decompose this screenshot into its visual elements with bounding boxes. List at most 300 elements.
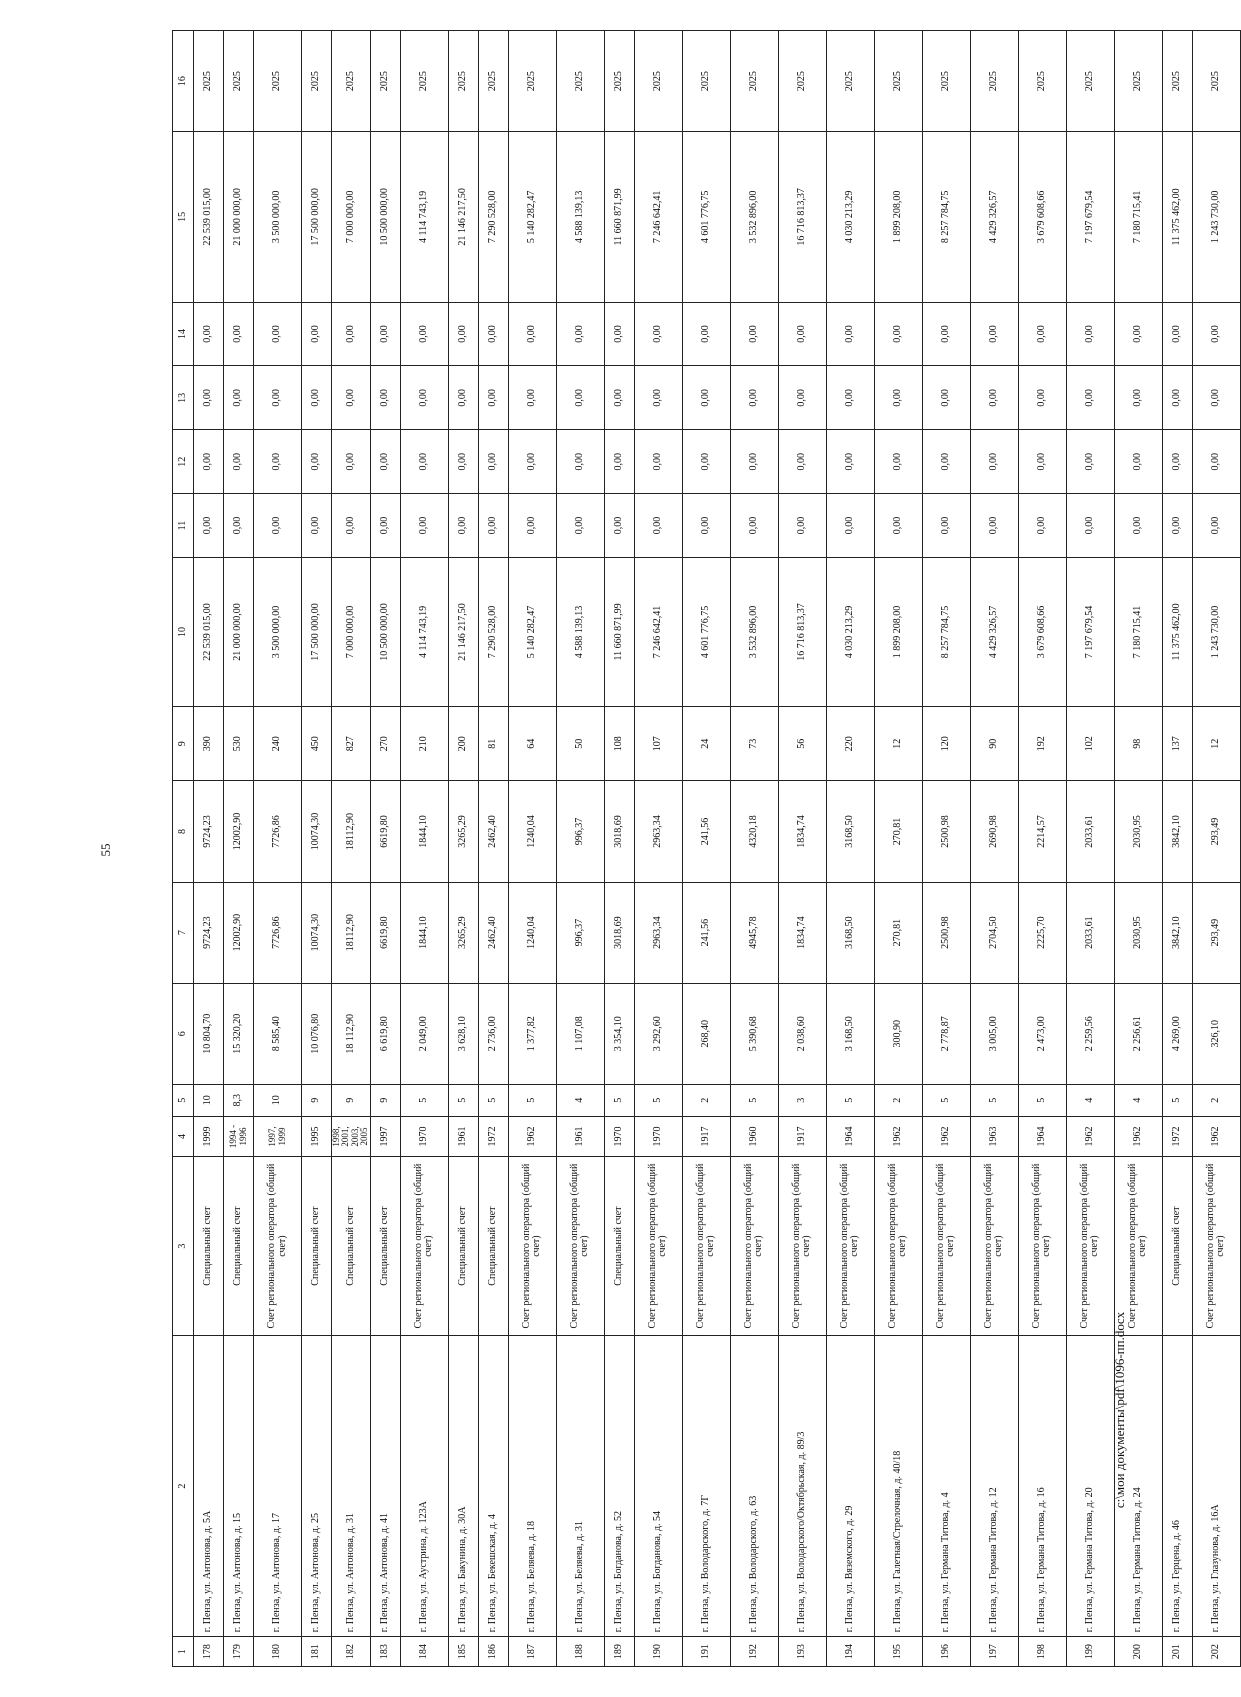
table-cell: 2025 (1192, 31, 1240, 132)
table-cell: 5 (478, 1084, 508, 1116)
table-cell: 22 539 015,00 (194, 132, 224, 302)
table-cell: 2030,95 (1114, 882, 1162, 983)
table-cell: г. Пенза, ул. Богданова, д. 52 (604, 1335, 634, 1636)
table-cell: 10 500 000,00 (370, 132, 400, 302)
table-cell: 4 030 213,29 (826, 557, 874, 706)
table-cell: 827 (332, 706, 371, 781)
table-cell: 0,00 (634, 494, 682, 558)
table-cell: 0,00 (508, 302, 556, 366)
table-cell: 0,00 (730, 302, 778, 366)
table-cell: 0,00 (604, 430, 634, 494)
table-cell: 0,00 (224, 430, 254, 494)
table-cell: 2462,40 (478, 781, 508, 882)
table-cell: 3842,10 (1162, 781, 1192, 882)
column-number-header: 10 (173, 557, 194, 706)
table-row (224, 31, 254, 1667)
table-cell: 2025 (682, 31, 730, 132)
table-cell: 1962 (1114, 1116, 1162, 1156)
table-cell: 2030,95 (1114, 781, 1162, 882)
table-cell: г. Пенза, ул. Галетная/Стрелочная, д. 40/18 (874, 1335, 922, 1636)
table-cell: г. Пенза, ул. Германа Титова, д. 4 (922, 1335, 970, 1636)
table-cell: Счет регионального оператора (общий счет) (970, 1157, 1018, 1336)
table-cell: 3 005,00 (970, 983, 1018, 1084)
table-cell: 7 246 642,41 (634, 557, 682, 706)
table-cell: 0,00 (778, 302, 826, 366)
table-cell: 270 (370, 706, 400, 781)
column-number-header: 11 (173, 494, 194, 558)
table-cell: 0,00 (400, 430, 448, 494)
table-row (448, 31, 478, 1667)
table-cell: 268,40 (682, 983, 730, 1084)
table-cell: 0,00 (1162, 366, 1192, 430)
table-cell: 2 473,00 (1018, 983, 1066, 1084)
table-cell: 2 (682, 1084, 730, 1116)
column-number-header: 3 (173, 1157, 194, 1336)
table-cell: 178 (194, 1637, 224, 1667)
table-cell: 0,00 (1066, 302, 1114, 366)
table-cell: 2025 (1018, 31, 1066, 132)
table-cell: 1962 (874, 1116, 922, 1156)
table-cell: 0,00 (778, 494, 826, 558)
table-cell: 1962 (1192, 1116, 1240, 1156)
column-number-header: 12 (173, 430, 194, 494)
table-cell: 0,00 (302, 302, 332, 366)
table-cell: г. Пенза, ул. Бекешская, д. 4 (478, 1335, 508, 1636)
footer-file-path (1110, 1200, 1130, 1620)
table-cell: 9724,23 (194, 781, 224, 882)
table-cell: 2025 (478, 31, 508, 132)
table-cell: 241,56 (682, 781, 730, 882)
column-number-header: 7 (173, 882, 194, 983)
table-cell: 2500,98 (922, 882, 970, 983)
table-cell: 9 (332, 1084, 371, 1116)
table-cell: 0,00 (1018, 494, 1066, 558)
table-cell: 0,00 (254, 366, 302, 430)
table-cell: 0,00 (1018, 430, 1066, 494)
table-cell: Специальный счет (448, 1157, 478, 1336)
table-cell: 5 390,68 (730, 983, 778, 1084)
table-cell: Счет регионального оператора (общий счет) (730, 1157, 778, 1336)
table-cell: 2025 (634, 31, 682, 132)
table-cell: 2025 (1066, 31, 1114, 132)
table-cell: 5 (634, 1084, 682, 1116)
table-cell: Специальный счет (604, 1157, 634, 1336)
table-cell: г. Пенза, ул. Богданова, д. 54 (634, 1335, 682, 1636)
table-cell: 0,00 (302, 366, 332, 430)
table-cell: 7 000 000,00 (332, 557, 371, 706)
table-cell: 187 (508, 1637, 556, 1667)
table-cell: 7726,86 (254, 781, 302, 882)
table-cell: 0,00 (302, 494, 332, 558)
table-cell: 2025 (1162, 31, 1192, 132)
table-cell: 3 500 000,00 (254, 132, 302, 302)
table-cell: 1964 (1018, 1116, 1066, 1156)
table-cell: 390 (194, 706, 224, 781)
table-cell: 15 320,20 (224, 983, 254, 1084)
table-cell: 1240,04 (508, 882, 556, 983)
table-cell: 2025 (400, 31, 448, 132)
table-cell: 0,00 (922, 366, 970, 430)
table-cell: 7 197 679,54 (1066, 132, 1114, 302)
table-cell: 0,00 (478, 366, 508, 430)
table-cell: 5 (400, 1084, 448, 1116)
table-cell: 201 (1162, 1637, 1192, 1667)
table-cell: 1994 - 1996 (224, 1116, 254, 1156)
table-cell: 183 (370, 1637, 400, 1667)
table-cell: 0,00 (682, 430, 730, 494)
table-row (302, 31, 332, 1667)
table-cell: 293,49 (1192, 781, 1240, 882)
table-cell: 2025 (448, 31, 478, 132)
table-cell: 4 429 326,57 (970, 132, 1018, 302)
table-cell: г. Пенза, ул. Володарского/Октябрьская, д. 89/3 (778, 1335, 826, 1636)
table-cell: 50 (556, 706, 604, 781)
table-cell: 2033,61 (1066, 882, 1114, 983)
table-cell: 0,00 (874, 430, 922, 494)
table-cell: 1962 (922, 1116, 970, 1156)
table-cell: 0,00 (778, 366, 826, 430)
table-cell: 0,00 (1162, 494, 1192, 558)
table-cell: 6619,80 (370, 781, 400, 882)
table-cell: 220 (826, 706, 874, 781)
table-cell: г. Пенза, ул. Вяземского, д. 29 (826, 1335, 874, 1636)
table-cell: 4 588 139,13 (556, 132, 604, 302)
table-cell: г. Пенза, ул. Володарского, д. 63 (730, 1335, 778, 1636)
table-cell: 2963,34 (634, 882, 682, 983)
table-cell: 3018,69 (604, 781, 634, 882)
table-cell: 0,00 (634, 430, 682, 494)
table-row (254, 31, 302, 1667)
table-cell: 188 (556, 1637, 604, 1667)
table-cell: 0,00 (682, 302, 730, 366)
table-cell: 293,49 (1192, 882, 1240, 983)
table-cell: 4 269,00 (1162, 983, 1192, 1084)
table-cell: 0,00 (224, 366, 254, 430)
table-row (604, 31, 634, 1667)
table-cell: 8 257 784,75 (922, 132, 970, 302)
repair-program-table (172, 30, 1241, 1667)
table-cell: 0,00 (332, 494, 371, 558)
table-cell: 0,00 (1192, 366, 1240, 430)
table-cell: 98 (1114, 706, 1162, 781)
table-cell: 2 259,56 (1066, 983, 1114, 1084)
table-cell: г. Пенза, ул. Герцена, д. 46 (1162, 1335, 1192, 1636)
table-cell: 0,00 (730, 366, 778, 430)
table-cell: г. Пенза, ул. Беляева, д. 31 (556, 1335, 604, 1636)
table-cell: 0,00 (730, 430, 778, 494)
table-cell: 10 500 000,00 (370, 557, 400, 706)
table-row (194, 31, 224, 1667)
table-cell: 200 (448, 706, 478, 781)
table-row (508, 31, 556, 1667)
table-cell: 2 736,00 (478, 983, 508, 1084)
table-cell: 181 (302, 1637, 332, 1667)
table-cell: 1 899 208,00 (874, 132, 922, 302)
table-cell: 2225,70 (1018, 882, 1066, 983)
table-cell: 0,00 (604, 366, 634, 430)
table-cell: 11 660 871,99 (604, 132, 634, 302)
table-cell: 4945,78 (730, 882, 778, 983)
table-cell: 3265,29 (448, 781, 478, 882)
table-cell: 2963,34 (634, 781, 682, 882)
table-cell: 12002,90 (224, 882, 254, 983)
table-cell: 199 (1066, 1637, 1114, 1667)
table-cell: 0,00 (970, 366, 1018, 430)
table-row (556, 31, 604, 1667)
table-cell: 0,00 (1162, 302, 1192, 366)
table-cell: 1998, 2001, 2003, 2005 (332, 1116, 371, 1156)
table-cell: 2025 (224, 31, 254, 132)
table-cell: 4 114 743,19 (400, 557, 448, 706)
table-cell: Счет регионального оператора (общий счет) (1192, 1157, 1240, 1336)
table-cell: 193 (778, 1637, 826, 1667)
table-cell: 210 (400, 706, 448, 781)
table-cell: 1240,04 (508, 781, 556, 882)
table-cell: г. Пенза, ул. Антонова, д. 5А (194, 1335, 224, 1636)
table-cell: 0,00 (682, 494, 730, 558)
table-cell: 4 588 139,13 (556, 557, 604, 706)
table-cell: г. Пенза, ул. Беляева, д. 18 (508, 1335, 556, 1636)
table-cell: 0,00 (370, 494, 400, 558)
table-cell: 195 (874, 1637, 922, 1667)
table-cell: 0,00 (448, 302, 478, 366)
table-cell: 4 114 743,19 (400, 132, 448, 302)
table-cell: Специальный счет (1162, 1157, 1192, 1336)
table-cell: 180 (254, 1637, 302, 1667)
table-cell: 3 168,50 (826, 983, 874, 1084)
table-cell: 0,00 (508, 430, 556, 494)
table-cell: 2025 (826, 31, 874, 132)
table-cell: 0,00 (254, 430, 302, 494)
table-cell: Счет регионального оператора (общий счет) (778, 1157, 826, 1336)
table-cell: г. Пенза, ул. Германа Титова, д. 16 (1018, 1335, 1066, 1636)
table-cell: 10074,30 (302, 781, 332, 882)
table-cell: 0,00 (332, 430, 371, 494)
table-cell: 2690,98 (970, 781, 1018, 882)
table-cell: 10 076,80 (302, 983, 332, 1084)
table-cell: 0,00 (556, 302, 604, 366)
table-cell: 2025 (194, 31, 224, 132)
table-cell: 3 628,10 (448, 983, 478, 1084)
table-cell: 2025 (508, 31, 556, 132)
table-cell: 1 899 208,00 (874, 557, 922, 706)
table-cell: 1999 (194, 1116, 224, 1156)
table-cell: Специальный счет (224, 1157, 254, 1336)
table-cell: 4 (556, 1084, 604, 1116)
table-row (826, 31, 874, 1667)
table-cell: Специальный счет (302, 1157, 332, 1336)
table-cell: Счет регионального оператора (общий счет) (1114, 1157, 1162, 1336)
table-cell: 450 (302, 706, 332, 781)
table-cell: 17 500 000,00 (302, 132, 332, 302)
table-cell: 0,00 (634, 302, 682, 366)
table-cell: 0,00 (508, 366, 556, 430)
table-cell: 194 (826, 1637, 874, 1667)
table-cell: 16 716 813,37 (778, 557, 826, 706)
table-cell: 90 (970, 706, 1018, 781)
table-cell: 1997 (370, 1116, 400, 1156)
table-cell: 4 (1114, 1084, 1162, 1116)
table-cell: 2 038,60 (778, 983, 826, 1084)
table-cell: г. Пенза, ул. Глазунова, д. 16А (1192, 1335, 1240, 1636)
table-cell: 2025 (254, 31, 302, 132)
table-cell: Специальный счет (370, 1157, 400, 1336)
table-cell: 0,00 (730, 494, 778, 558)
table-cell: 2 (874, 1084, 922, 1116)
table-cell: 4320,18 (730, 781, 778, 882)
table-cell: Счет регионального оператора (общий счет) (1018, 1157, 1066, 1336)
table-cell: 0,00 (1114, 366, 1162, 430)
table-cell: 191 (682, 1637, 730, 1667)
table-cell: 7 000 000,00 (332, 132, 371, 302)
table-cell: 2462,40 (478, 882, 508, 983)
table-cell: 3 354,10 (604, 983, 634, 1084)
table-cell: 0,00 (332, 302, 371, 366)
table-cell: 0,00 (370, 302, 400, 366)
table-cell: Счет регионального оператора (общий счет) (254, 1157, 302, 1336)
table-cell: 0,00 (874, 494, 922, 558)
table-cell: 300,90 (874, 983, 922, 1084)
table-cell: 3018,69 (604, 882, 634, 983)
table-cell: 1 377,82 (508, 983, 556, 1084)
table-cell: 0,00 (448, 430, 478, 494)
table-cell: 0,00 (370, 430, 400, 494)
table-cell: г. Пенза, ул. Аустрина, д. 123А (400, 1335, 448, 1636)
table-cell: 0,00 (1018, 366, 1066, 430)
table-cell: 3265,29 (448, 882, 478, 983)
table-cell: 2025 (604, 31, 634, 132)
table-cell: 5 (922, 1084, 970, 1116)
table-cell: 182 (332, 1637, 371, 1667)
table-cell: г. Пенза, ул. Германа Титова, д. 24 (1114, 1335, 1162, 1636)
table-cell: 0,00 (448, 494, 478, 558)
table-cell: 190 (634, 1637, 682, 1667)
column-number-header: 5 (173, 1084, 194, 1116)
table-cell: 8 585,40 (254, 983, 302, 1084)
table-cell: 0,00 (874, 366, 922, 430)
table-cell: 0,00 (400, 366, 448, 430)
table-cell: 2 778,87 (922, 983, 970, 1084)
table-cell: 5 (448, 1084, 478, 1116)
table-cell: 0,00 (826, 494, 874, 558)
table-cell: 996,37 (556, 882, 604, 983)
table-row (874, 31, 922, 1667)
table-cell: Счет регионального оператора (общий счет) (556, 1157, 604, 1336)
table-cell: 2500,98 (922, 781, 970, 882)
table-cell: 0,00 (1114, 302, 1162, 366)
table-cell: г. Пенза, ул. Антонова, д. 17 (254, 1335, 302, 1636)
table-row (400, 31, 448, 1667)
table-cell: Специальный счет (332, 1157, 371, 1336)
table-cell: 0,00 (826, 430, 874, 494)
column-number-header: 15 (173, 132, 194, 302)
table-cell: 3 679 608,66 (1018, 132, 1066, 302)
table-cell: 0,00 (1066, 366, 1114, 430)
column-number-header: 8 (173, 781, 194, 882)
table-cell: 240 (254, 706, 302, 781)
table-cell: 9 (370, 1084, 400, 1116)
table-cell: 2025 (302, 31, 332, 132)
table-row (778, 31, 826, 1667)
table-cell: 2 256,61 (1114, 983, 1162, 1084)
table-cell: 1834,74 (778, 781, 826, 882)
table-cell: 0,00 (604, 302, 634, 366)
table-cell: 1970 (400, 1116, 448, 1156)
table-cell: 6619,80 (370, 882, 400, 983)
table-row (730, 31, 778, 1667)
table-cell: 0,00 (224, 494, 254, 558)
table-cell: 120 (922, 706, 970, 781)
table-cell: 7726,86 (254, 882, 302, 983)
table-cell: 5 (970, 1084, 1018, 1116)
table-cell: 326,10 (1192, 983, 1240, 1084)
table-cell: 270,81 (874, 781, 922, 882)
table-cell: 108 (604, 706, 634, 781)
table-cell: 3168,50 (826, 781, 874, 882)
table-cell: Специальный счет (478, 1157, 508, 1336)
table-cell: 10 (194, 1084, 224, 1116)
table-cell: 5 140 282,47 (508, 132, 556, 302)
table-cell: 1972 (478, 1116, 508, 1156)
table-cell: 4 030 213,29 (826, 132, 874, 302)
table-cell: г. Пенза, ул. Антонова, д. 31 (332, 1335, 371, 1636)
table-cell: 17 500 000,00 (302, 557, 332, 706)
table-cell: 1834,74 (778, 882, 826, 983)
table-cell: 0,00 (478, 494, 508, 558)
table-cell: 3 679 608,66 (1018, 557, 1066, 706)
table-cell: 64 (508, 706, 556, 781)
table-cell: 2214,57 (1018, 781, 1066, 882)
table-cell: 1963 (970, 1116, 1018, 1156)
column-number-header: 6 (173, 983, 194, 1084)
table-cell: 11 375 462,00 (1162, 132, 1192, 302)
page-number: 55 (98, 843, 113, 857)
table-cell: 5 (1162, 1084, 1192, 1116)
table-cell: 4 (1066, 1084, 1114, 1116)
table-cell: Счет регионального оператора (общий счет) (1066, 1157, 1114, 1336)
table-cell: 200 (1114, 1637, 1162, 1667)
table-cell: 2025 (730, 31, 778, 132)
table-cell: Счет регионального оператора (общий счет) (826, 1157, 874, 1336)
table-cell: 0,00 (826, 366, 874, 430)
table-cell: Специальный счет (194, 1157, 224, 1336)
table-cell: 0,00 (194, 366, 224, 430)
table-cell: 0,00 (400, 494, 448, 558)
table-cell: 2025 (778, 31, 826, 132)
table-cell: 1961 (448, 1116, 478, 1156)
table-cell: 192 (1018, 706, 1066, 781)
table-cell: 0,00 (400, 302, 448, 366)
column-number-header: 2 (173, 1335, 194, 1636)
table-cell: 1 243 730,00 (1192, 557, 1240, 706)
column-number-header: 14 (173, 302, 194, 366)
table-cell: 0,00 (254, 302, 302, 366)
table-cell: 1970 (634, 1116, 682, 1156)
table-cell: 0,00 (556, 366, 604, 430)
table-cell: 9 (302, 1084, 332, 1116)
table-cell: 192 (730, 1637, 778, 1667)
table-cell: 11 375 462,00 (1162, 557, 1192, 706)
table-row (1018, 31, 1066, 1667)
table-cell: 81 (478, 706, 508, 781)
table-cell: 3 500 000,00 (254, 557, 302, 706)
table-cell: 0,00 (1066, 430, 1114, 494)
table-cell: Счет регионального оператора (общий счет) (682, 1157, 730, 1336)
table-row (1192, 31, 1240, 1667)
table-cell: 10074,30 (302, 882, 332, 983)
table-cell: 0,00 (224, 302, 254, 366)
table-cell: 186 (478, 1637, 508, 1667)
